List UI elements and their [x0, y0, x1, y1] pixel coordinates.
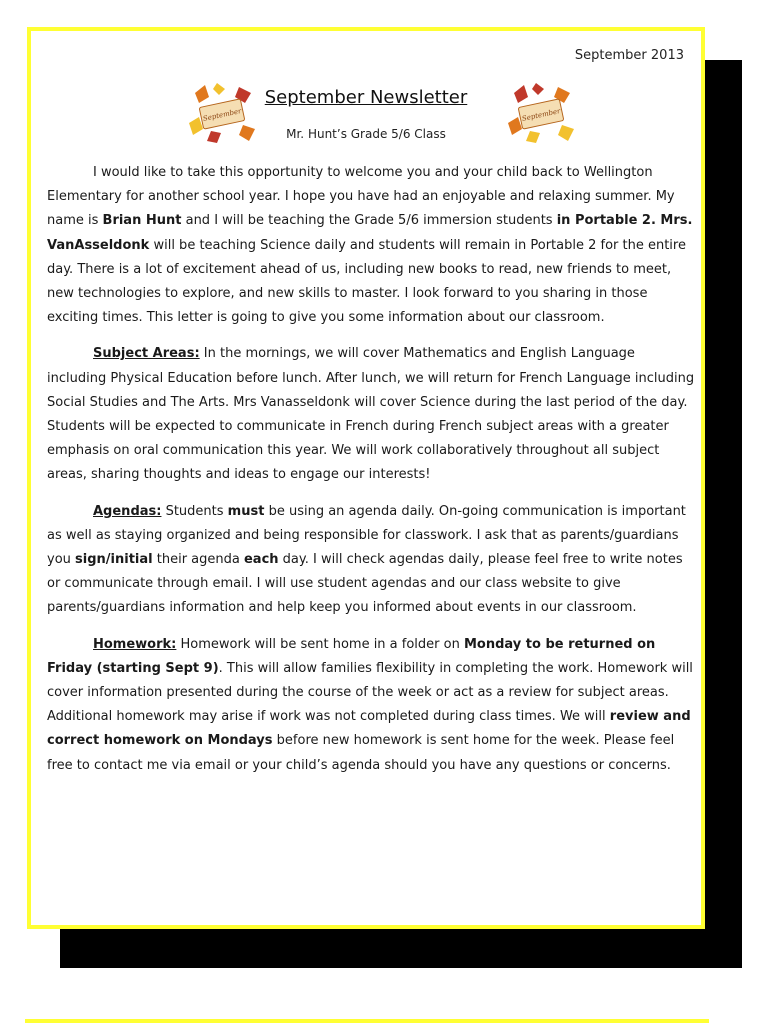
next-page-border	[25, 1019, 709, 1023]
homework-paragraph: Homework: Homework will be sent home in a folder on Monday to be returned on Friday (starting Sept 9). This will allow families flexibility in completing the work. Homework will cover information presented during the course of the week or act as a review for subject areas. Additional homework may arise if work was not completed during class times. We will review and correct homework on Mondays before new homework is sent home for the week. Please feel free to contact me via email or your child’s agenda should you have any questions or concerns.	[47, 636, 693, 773]
newsletter-page	[27, 27, 705, 929]
newsletter-date: September 2013	[574, 48, 684, 63]
badge-text: September	[202, 107, 243, 123]
homework-heading: Homework:	[93, 636, 177, 652]
subject-areas-paragraph: Subject Areas: In the mornings, we will cover Mathematics and English Language including Physical Education before lunch. After lunch, we will return for French Language including Social Studies and The Arts. Mrs Vanasseldonk will cover Science during the last period of the day. Students will be expected to communicate in French during French subject areas with a greater emphasis on oral communication this year. We will work collaboratively throughout all subject areas, sharing thoughts and ideas to engage our interests!	[47, 346, 695, 483]
subject-areas-heading: Subject Areas:	[93, 346, 200, 362]
page-subtitle: Mr. Hunt’s Grade 5/6 Class	[286, 127, 446, 141]
agendas-heading: Agendas:	[93, 503, 162, 519]
intro-paragraph: I would like to take this opportunity to welcome you and your child back to Wellington Elementary for another school year. I hope you have had an enjoyable and relaxing summer. My name is Brian Hunt and I will be teaching the Grade 5/6 immersion students in Portable 2. Mrs. VanAsseldonk will be teaching Science daily and students will remain in Portable 2 for the entire day. There is a lot of excitement ahead of us, including new books to read, new friends to meet, new technologies to explore, and new skills to master. I look forward to you sharing in those exciting times. This letter is going to give you some information about our classroom.	[47, 165, 693, 326]
badge-text: September	[521, 107, 562, 123]
newsletter-body	[47, 161, 695, 790]
page-title: September Newsletter	[264, 87, 468, 108]
agendas-paragraph: Agendas: Students must be using an agenda daily. On-going communication is important as well as staying organized and being responsible for classwork. I ask that as parents/guardians you sign/initial their agenda each day. I will check agendas daily, please feel free to write notes or communicate through email. I will use student agendas and our class website to give parents/guardians information and help keep you informed about events in our classroom.	[47, 503, 686, 616]
